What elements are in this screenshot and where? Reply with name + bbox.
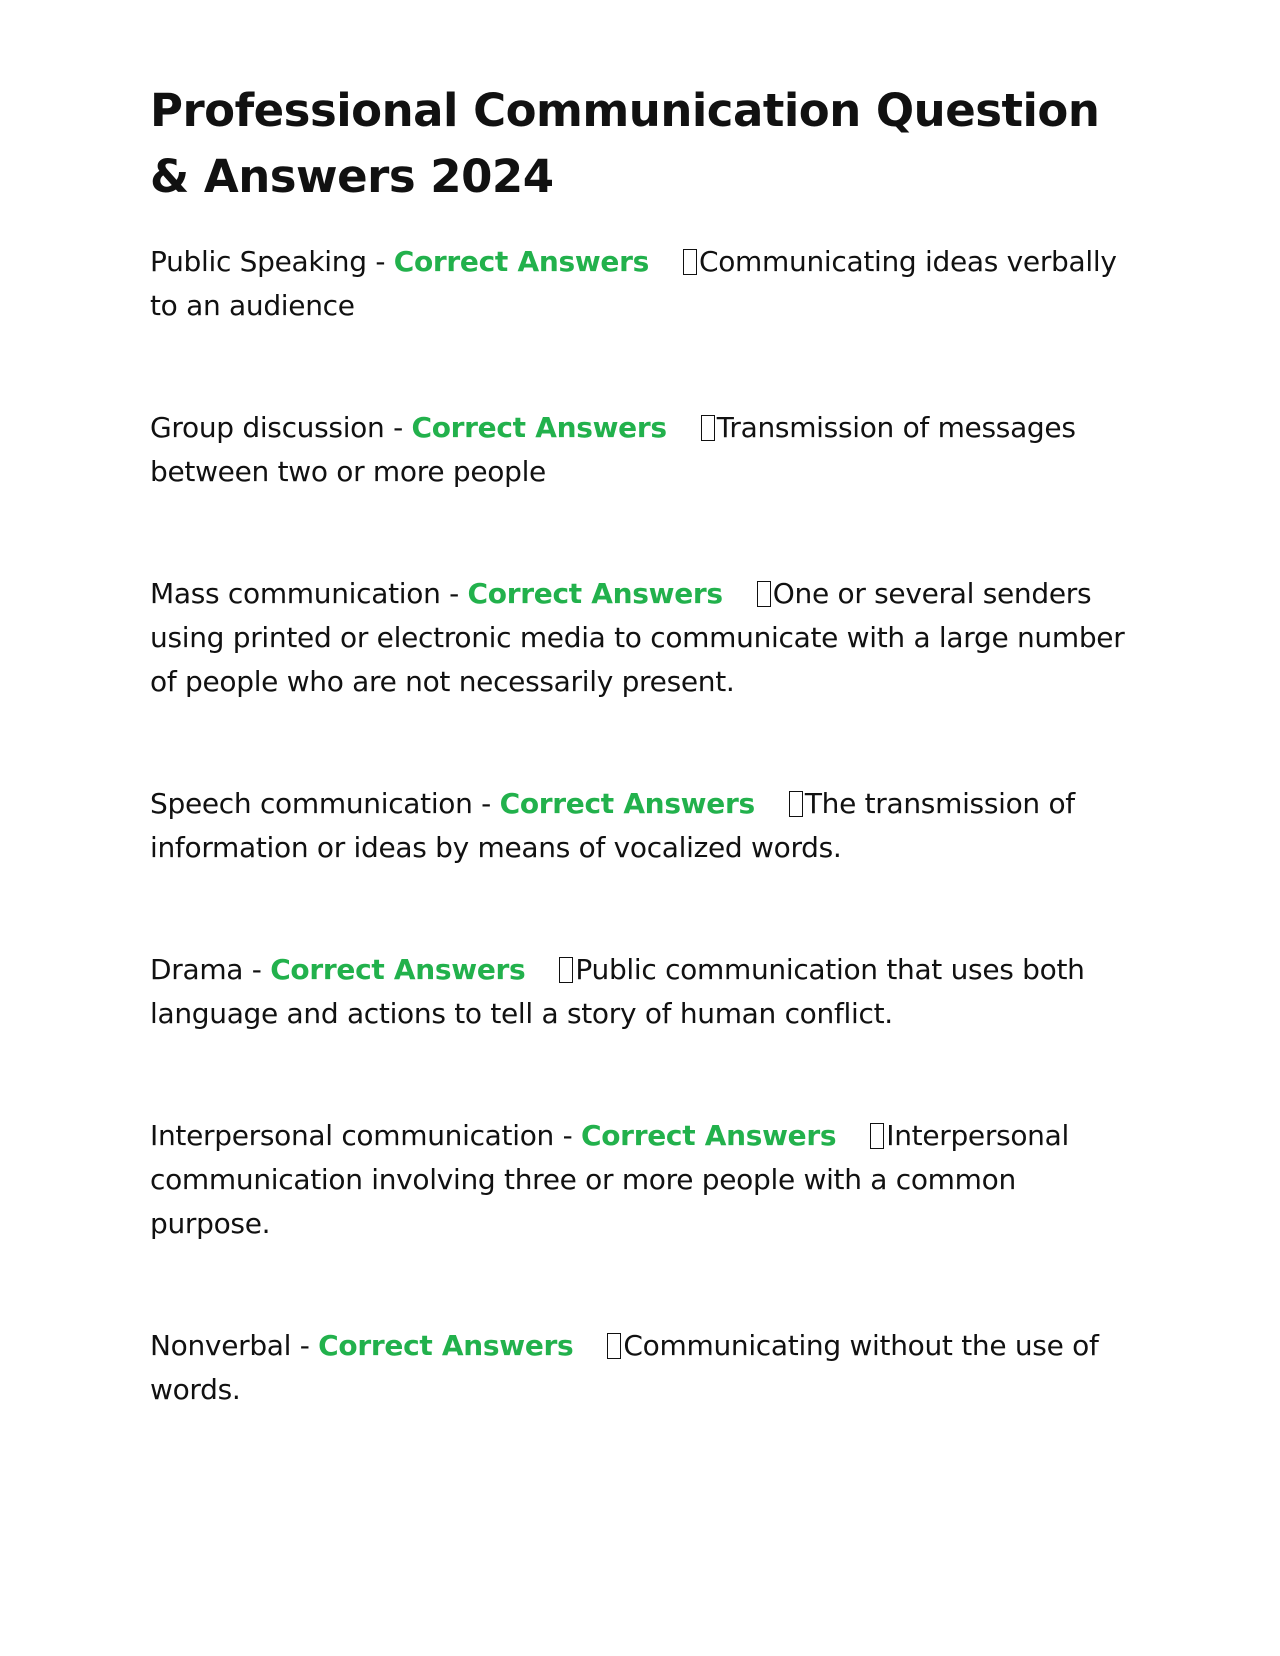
- qa-separator: -: [553, 1119, 581, 1152]
- correct-answers-label: Correct Answers: [581, 1119, 837, 1152]
- correct-answers-label: Correct Answers: [318, 1329, 574, 1362]
- qa-item: [150, 406, 1130, 494]
- missing-glyph-box-icon: [870, 1123, 884, 1149]
- qa-separator: -: [291, 1329, 319, 1362]
- qa-answer: Interpersonal communication involving three or more people with a common purpose.: [150, 1119, 1069, 1240]
- qa-term: Speech communication: [150, 787, 473, 820]
- qa-answer: The transmission of information or ideas by means of vocalized words.: [150, 787, 1075, 864]
- qa-separator: -: [440, 577, 468, 610]
- missing-glyph-box-icon: [757, 581, 771, 607]
- qa-term: Group discussion: [150, 411, 385, 444]
- qa-answer: One or several senders using printed or electronic media to communicate with a large number of people who are not necessarily present.: [150, 577, 1125, 698]
- qa-item: [150, 1324, 1130, 1412]
- qa-item: [150, 948, 1130, 1036]
- correct-answers-label: Correct Answers: [393, 245, 649, 278]
- qa-answer: Communicating ideas verbally to an audience: [150, 245, 1117, 322]
- correct-answers-label: Correct Answers: [411, 411, 667, 444]
- qa-answer: Transmission of messages between two or more people: [150, 411, 1076, 488]
- qa-separator: -: [472, 787, 500, 820]
- document-page: [150, 78, 1130, 1412]
- qa-list: [150, 240, 1130, 1412]
- missing-glyph-box-icon: [789, 791, 803, 817]
- document-title: Professional Communication Question & Answers 2024: [150, 84, 1100, 203]
- qa-separator: -: [243, 953, 271, 986]
- qa-item: [150, 572, 1130, 704]
- qa-term: Drama: [150, 953, 244, 986]
- qa-answer: Public communication that uses both language and actions to tell a story of human conflict.: [150, 953, 1085, 1030]
- missing-glyph-box-icon: [701, 415, 715, 441]
- qa-term: Public Speaking: [150, 245, 367, 278]
- qa-item: [150, 1114, 1130, 1246]
- missing-glyph-box-icon: [683, 249, 697, 275]
- correct-answers-label: Correct Answers: [270, 953, 526, 986]
- missing-glyph-box-icon: [607, 1333, 621, 1359]
- correct-answers-label: Correct Answers: [467, 577, 723, 610]
- qa-item: [150, 240, 1130, 328]
- qa-term: Mass communication: [150, 577, 441, 610]
- qa-item: [150, 782, 1130, 870]
- qa-separator: -: [366, 245, 394, 278]
- qa-separator: -: [384, 411, 412, 444]
- correct-answers-label: Correct Answers: [499, 787, 755, 820]
- qa-term: Interpersonal communication: [150, 1119, 554, 1152]
- qa-term: Nonverbal: [150, 1329, 292, 1362]
- qa-answer: Communicating without the use of words.: [150, 1329, 1099, 1406]
- missing-glyph-box-icon: [559, 957, 573, 983]
